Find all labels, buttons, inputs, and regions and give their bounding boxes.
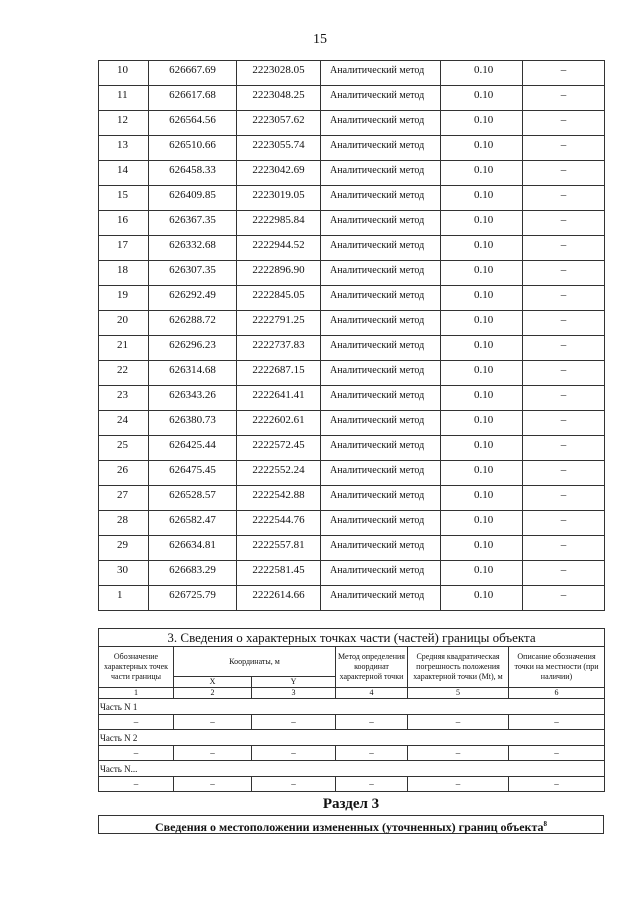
point-method: Аналитический метод	[321, 86, 441, 111]
point-x: 626617.68	[149, 86, 237, 111]
point-error: 0.10	[441, 386, 523, 411]
section-heading: Раздел 3	[322, 796, 380, 812]
point-y: 2223042.69	[237, 161, 321, 186]
point-description: –	[523, 386, 605, 411]
point-description: –	[523, 536, 605, 561]
point-method: Аналитический метод	[321, 411, 441, 436]
table-row	[99, 261, 605, 286]
point-number: 24	[99, 411, 149, 436]
point-method: Аналитический метод	[321, 436, 441, 461]
point-number: 16	[99, 211, 149, 236]
point-y: 2222552.24	[237, 461, 321, 486]
point-y: 2223028.05	[237, 61, 321, 86]
col-number: 4	[336, 688, 408, 699]
point-x: 626409.85	[149, 186, 237, 211]
part-label-row	[99, 761, 605, 777]
point-error: 0.10	[441, 336, 523, 361]
part-cell: –	[509, 777, 605, 792]
point-description: –	[523, 261, 605, 286]
section-subtitle	[98, 815, 604, 834]
part-label: Часть N 1	[99, 699, 605, 715]
point-error: 0.10	[441, 261, 523, 286]
table-row	[99, 136, 605, 161]
point-method: Аналитический метод	[321, 61, 441, 86]
point-x: 626425.44	[149, 436, 237, 461]
header-method: Метод определения координат характерной точки	[336, 647, 408, 688]
point-error: 0.10	[441, 586, 523, 611]
point-number: 15	[99, 186, 149, 211]
point-method: Аналитический метод	[321, 236, 441, 261]
point-number: 12	[99, 111, 149, 136]
part-cell: –	[509, 715, 605, 730]
point-number: 21	[99, 336, 149, 361]
part-cell: –	[99, 746, 174, 761]
table-row	[99, 111, 605, 136]
header-description: Описание обозначения точки на местности (при наличии)	[509, 647, 605, 688]
part-cell: –	[252, 777, 336, 792]
point-error: 0.10	[441, 161, 523, 186]
point-method: Аналитический метод	[321, 536, 441, 561]
table-row	[99, 61, 605, 86]
header-x: X	[174, 677, 252, 688]
point-y: 2222581.45	[237, 561, 321, 586]
point-number: 28	[99, 511, 149, 536]
point-y: 2222557.81	[237, 536, 321, 561]
point-error: 0.10	[441, 561, 523, 586]
point-x: 626458.33	[149, 161, 237, 186]
part-cell: –	[252, 746, 336, 761]
point-number: 13	[99, 136, 149, 161]
point-error: 0.10	[441, 211, 523, 236]
point-error: 0.10	[441, 411, 523, 436]
point-error: 0.10	[441, 186, 523, 211]
point-number: 29	[99, 536, 149, 561]
point-y: 2222737.83	[237, 336, 321, 361]
point-number: 22	[99, 361, 149, 386]
point-x: 626475.45	[149, 461, 237, 486]
table-row	[99, 311, 605, 336]
point-number: 27	[99, 486, 149, 511]
col-number: 5	[408, 688, 509, 699]
part-cell: –	[408, 715, 509, 730]
point-number: 11	[99, 86, 149, 111]
point-number: 20	[99, 311, 149, 336]
point-y: 2223057.62	[237, 111, 321, 136]
point-description: –	[523, 361, 605, 386]
point-error: 0.10	[441, 461, 523, 486]
point-error: 0.10	[441, 286, 523, 311]
point-y: 2222845.05	[237, 286, 321, 311]
table-row	[99, 461, 605, 486]
table-row	[99, 236, 605, 261]
point-description: –	[523, 411, 605, 436]
header-error: Средняя квадратическая погрешность положения характерной точки (Mt), м	[408, 647, 509, 688]
point-y: 2222641.41	[237, 386, 321, 411]
point-number: 19	[99, 286, 149, 311]
point-description: –	[523, 61, 605, 86]
point-y: 2223019.05	[237, 186, 321, 211]
point-method: Аналитический метод	[321, 586, 441, 611]
part-cell: –	[252, 715, 336, 730]
point-error: 0.10	[441, 486, 523, 511]
point-error: 0.10	[441, 536, 523, 561]
point-x: 626510.66	[149, 136, 237, 161]
point-error: 0.10	[441, 136, 523, 161]
point-number: 1	[99, 586, 149, 611]
part-cell: –	[174, 777, 252, 792]
part-cell: –	[99, 777, 174, 792]
table-row	[99, 561, 605, 586]
point-description: –	[523, 86, 605, 111]
header-y: Y	[252, 677, 336, 688]
point-x: 626725.79	[149, 586, 237, 611]
point-x: 626343.26	[149, 386, 237, 411]
table-row	[99, 336, 605, 361]
point-y: 2222614.66	[237, 586, 321, 611]
point-y: 2222542.88	[237, 486, 321, 511]
header-designation: Обозначение характерных точек части границы	[99, 647, 174, 688]
point-x: 626307.35	[149, 261, 237, 286]
point-description: –	[523, 161, 605, 186]
table-row	[99, 161, 605, 186]
point-x: 626582.47	[149, 511, 237, 536]
point-description: –	[523, 136, 605, 161]
point-error: 0.10	[441, 111, 523, 136]
point-method: Аналитический метод	[321, 161, 441, 186]
table-row	[99, 511, 605, 536]
table-row	[99, 486, 605, 511]
point-description: –	[523, 511, 605, 536]
point-x: 626683.29	[149, 561, 237, 586]
point-method: Аналитический метод	[321, 311, 441, 336]
point-error: 0.10	[441, 86, 523, 111]
point-y: 2222687.15	[237, 361, 321, 386]
point-description: –	[523, 561, 605, 586]
col-number: 3	[252, 688, 336, 699]
point-y: 2223048.25	[237, 86, 321, 111]
table-row	[99, 286, 605, 311]
part-values-row	[99, 746, 605, 761]
point-method: Аналитический метод	[321, 486, 441, 511]
point-x: 626528.57	[149, 486, 237, 511]
point-x: 626296.23	[149, 336, 237, 361]
point-y: 2222791.25	[237, 311, 321, 336]
point-description: –	[523, 186, 605, 211]
part-cell: –	[174, 715, 252, 730]
point-x: 626367.35	[149, 211, 237, 236]
point-method: Аналитический метод	[321, 286, 441, 311]
point-x: 626634.81	[149, 536, 237, 561]
point-error: 0.10	[441, 361, 523, 386]
part-label: Часть N 2	[99, 730, 605, 746]
point-method: Аналитический метод	[321, 111, 441, 136]
point-y: 2222602.61	[237, 411, 321, 436]
point-x: 626564.56	[149, 111, 237, 136]
point-x: 626314.68	[149, 361, 237, 386]
header-coordinates: Координаты, м	[174, 647, 336, 677]
point-method: Аналитический метод	[321, 561, 441, 586]
table-row	[99, 586, 605, 611]
point-description: –	[523, 486, 605, 511]
point-x: 626332.68	[149, 236, 237, 261]
table-row	[99, 361, 605, 386]
parts-points-table	[98, 628, 605, 792]
part-cell: –	[408, 777, 509, 792]
table-row	[99, 211, 605, 236]
point-method: Аналитический метод	[321, 261, 441, 286]
point-x: 626667.69	[149, 61, 237, 86]
table-row	[99, 386, 605, 411]
point-description: –	[523, 211, 605, 236]
page-number: 15	[313, 32, 327, 47]
point-description: –	[523, 236, 605, 261]
point-method: Аналитический метод	[321, 211, 441, 236]
point-description: –	[523, 586, 605, 611]
point-y: 2222544.76	[237, 511, 321, 536]
part-values-row	[99, 715, 605, 730]
point-method: Аналитический метод	[321, 361, 441, 386]
point-error: 0.10	[441, 511, 523, 536]
part-cell: –	[509, 746, 605, 761]
part-label: Часть N...	[99, 761, 605, 777]
table-row	[99, 186, 605, 211]
table-row	[99, 436, 605, 461]
coordinates-table	[98, 60, 605, 611]
part-cell: –	[336, 715, 408, 730]
point-description: –	[523, 111, 605, 136]
point-description: –	[523, 311, 605, 336]
point-description: –	[523, 286, 605, 311]
point-method: Аналитический метод	[321, 136, 441, 161]
part-cell: –	[336, 746, 408, 761]
point-y: 2222944.52	[237, 236, 321, 261]
point-error: 0.10	[441, 311, 523, 336]
point-number: 18	[99, 261, 149, 286]
table-row	[99, 536, 605, 561]
point-x: 626292.49	[149, 286, 237, 311]
col-number: 2	[174, 688, 252, 699]
point-description: –	[523, 336, 605, 361]
part-cell: –	[99, 715, 174, 730]
part-cell: –	[174, 746, 252, 761]
col-number: 6	[509, 688, 605, 699]
point-error: 0.10	[441, 236, 523, 261]
part-cell: –	[336, 777, 408, 792]
point-number: 23	[99, 386, 149, 411]
point-description: –	[523, 436, 605, 461]
point-method: Аналитический метод	[321, 336, 441, 361]
point-error: 0.10	[441, 61, 523, 86]
col-number: 1	[99, 688, 174, 699]
point-number: 10	[99, 61, 149, 86]
point-method: Аналитический метод	[321, 461, 441, 486]
point-number: 17	[99, 236, 149, 261]
part-label-row	[99, 730, 605, 746]
point-number: 26	[99, 461, 149, 486]
section-subtitle-text: Сведения о местоположении измененных (уточненных) границ объекта	[154, 820, 544, 834]
point-number: 25	[99, 436, 149, 461]
table-row	[99, 411, 605, 436]
point-method: Аналитический метод	[321, 386, 441, 411]
point-y: 2222572.45	[237, 436, 321, 461]
point-y: 2222896.90	[237, 261, 321, 286]
point-y: 2222985.84	[237, 211, 321, 236]
part-cell: –	[408, 746, 509, 761]
point-description: –	[523, 461, 605, 486]
point-y: 2223055.74	[237, 136, 321, 161]
point-error: 0.10	[441, 436, 523, 461]
part-label-row	[99, 699, 605, 715]
point-x: 626380.73	[149, 411, 237, 436]
footnote-mark: 8	[543, 820, 547, 828]
part-values-row	[99, 777, 605, 792]
point-number: 30	[99, 561, 149, 586]
point-method: Аналитический метод	[321, 511, 441, 536]
parts-section-title: 3. Сведения о характерных точках части (частей) границы объекта	[99, 629, 605, 647]
point-x: 626288.72	[149, 311, 237, 336]
point-number: 14	[99, 161, 149, 186]
point-method: Аналитический метод	[321, 186, 441, 211]
table-row	[99, 86, 605, 111]
